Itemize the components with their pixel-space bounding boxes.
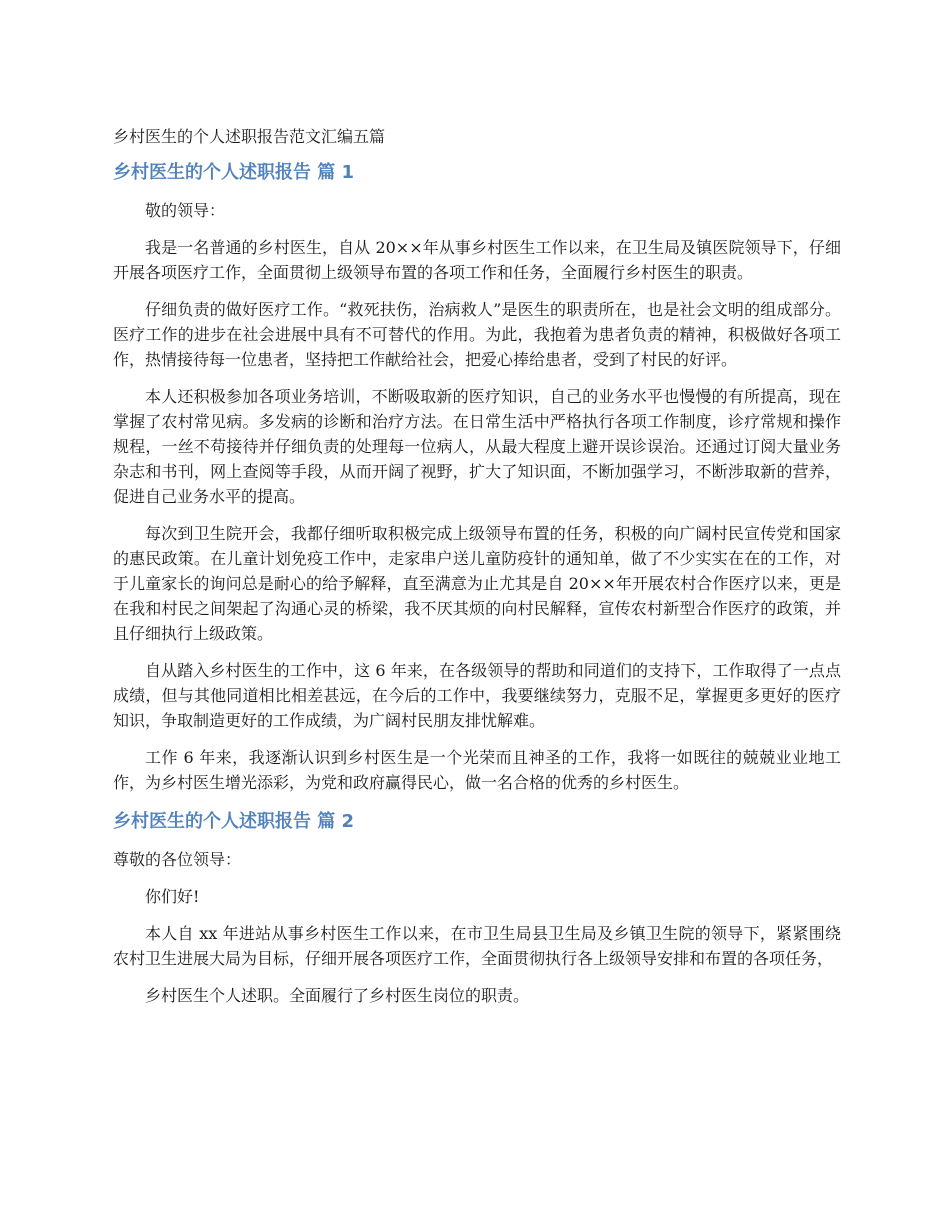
section-2-paragraph: 乡村医生个人述职。全面履行了乡村医生岗位的职责。 [145,986,530,1005]
section-1-paragraph: 自从踏入乡村医生的工作中，这 6 年来，在各级领导的帮助和同道们的支持下，工作取得了一点点成绩，但与其他同道相比相差甚远，在今后的工作中，我要继续努力，克服不足，掌握更多更好的医疗知识，争取制造更好的工作成绩，为广阔村民朋友排忧解难。 [113,661,841,730]
section-2 [113,809,841,1008]
section-1-paragraph: 工作 6 年来，我逐渐认识到乡村医生是一个光荣而且神圣的工作，我将一如既往的兢兢业业地工作，为乡村医生增光添彩，为党和政府赢得民心，做一名合格的优秀的乡村医生。 [113,748,841,792]
section-1 [113,160,841,795]
section-2-salutation: 尊敬的各位领导： [113,850,242,869]
section-2-paragraph: 本人自 xx 年进站从事乡村医生工作以来，在市卫生局县卫生局及乡镇卫生院的领导下，紧紧围绕农村卫生进展大局为目标，仔细开展各项医疗工作，全面贯彻执行各上级领导安排和布置的各项任务， [113,924,841,968]
section-1-salutation: 敬的领导： [145,201,226,220]
section-1-paragraph: 本人还积极参加各项业务培训，不断吸取新的医疗知识，自己的业务水平也慢慢的有所提高，现在掌握了农村常见病。多发病的诊断和治疗方法。在日常生活中严格执行各项工作制度，诊疗常规和操作规程，一丝不苟接待并仔细负责的处理每一位病人，从最大程度上避开误诊误治。还通过订阅大量业务杂志和书刊，网上查阅等手段，从而开阔了视野，扩大了知识面，不断加强学习，不断涉取新的营养，促进自己业务水平的提高。 [113,387,841,506]
section-2-paragraph: 你们好! [145,887,200,906]
section-1-paragraph: 每次到卫生院开会，我都仔细听取积极完成上级领导布置的任务，积极的向广阔村民宣传党和国家的惠民政策。在儿童计划免疫工作中，走家串户送儿童防疫针的通知单，做了不少实实在在的工作，对于儿童家长的询问总是耐心的给予解释，直至满意为止尤其是自 20××年开展农村合作医疗以来，更是在我和村民之间架起了沟通心灵的桥梁，我不厌其烦的向村民解释，宣传农村新型合作医疗的政策，并且仔细执行上级政策。 [113,524,841,643]
section-2-heading: 乡村医生的个人述职报告 篇 2 [113,811,355,832]
section-1-heading: 乡村医生的个人述职报告 篇 1 [113,162,355,183]
section-1-paragraph: 我是一名普通的乡村医生，自从 20××年从事乡村医生工作以来，在卫生局及镇医院领导下，仔细开展各项医疗工作，全面贯彻上级领导布置的各项工作和任务，全面履行乡村医生的职责。 [113,238,841,282]
document-title: 乡村医生的个人述职报告范文汇编五篇 [113,127,386,146]
section-1-paragraph: 仔细负责的做好医疗工作。“救死扶伤，治病救人”是医生的职责所在，也是社会文明的组成部分。医疗工作的进步在社会进展中具有不可替代的作用。为此，我抱着为患者负责的精神，积极做好各项工作，热情接待每一位患者，坚持把工作献给社会，把爱心捧给患者，受到了村民的好评。 [113,300,841,369]
document-body [113,124,841,1020]
